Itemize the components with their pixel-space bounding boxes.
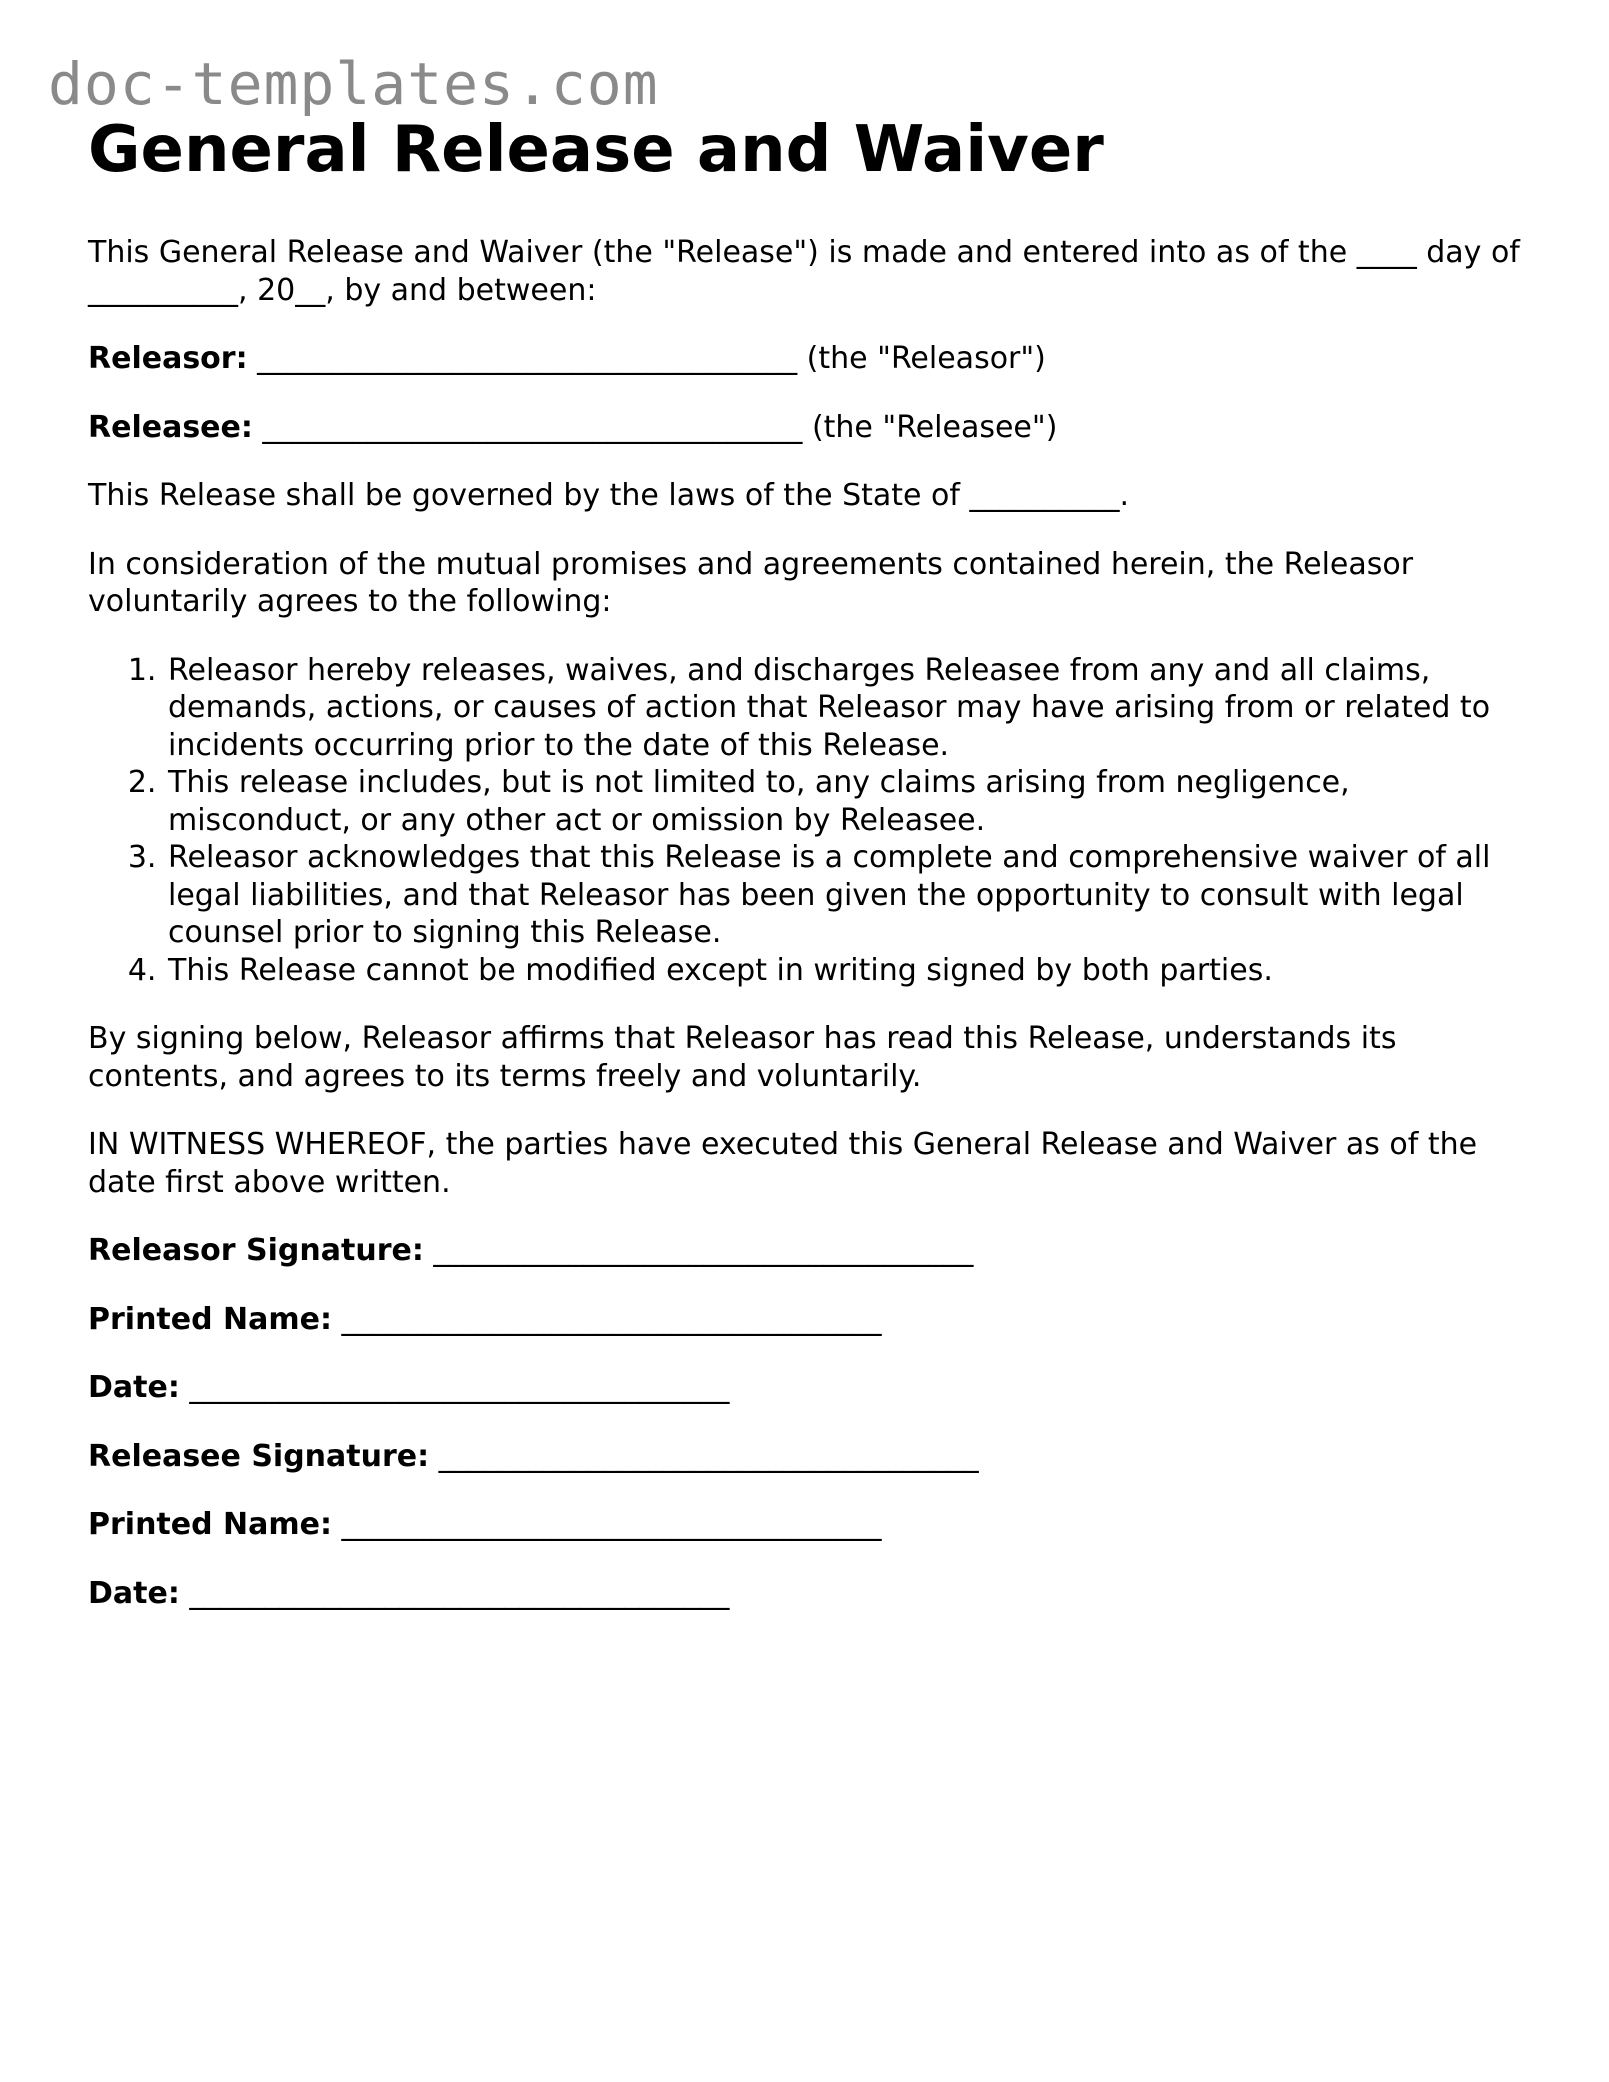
releasee-printed-name-blank: ____________________________________ [331,1507,882,1542]
releasor-signature-label: Releasor Signature: [88,1233,424,1268]
releasor-date-label: Date: [88,1370,180,1405]
watermark: doc-templates.com [48,50,659,118]
releasee-signature-label: Releasee Signature: [88,1438,430,1474]
releasor-line [88,340,1538,378]
releasor-date-line [88,1369,1538,1407]
term-item: 1. Releasor hereby releases, waives, and discharges Releasee from any and all claims, demands, actions, or causes of action that Releasor may have arising from or related to incidents occurring prior to the date of this Release. [166,652,1538,765]
releasee-signature-line [88,1438,1538,1476]
releasee-date-label: Date: [88,1575,180,1611]
intro-paragraph: This General Release and Waiver (the "Release") is made and entered into as of the ____ day of __________, 20__, by and between: [88,235,1520,308]
releasor-printed-name-blank: ____________________________________ [331,1301,882,1337]
document [88,110,1538,1612]
releasee-date-blank: ____________________________________ [179,1575,730,1611]
affirmation-paragraph: By signing below, Releasor affirms that Releasor has read this Release, understands its contents, and agrees to its terms freely and voluntarily. [88,1021,1397,1094]
releasor-signature-blank: ____________________________________ [423,1233,974,1268]
releasor-printed-name-label: Printed Name: [88,1301,332,1337]
releasor-date-blank: ____________________________________ [179,1370,730,1405]
releasee-date-line [88,1575,1538,1613]
consideration-paragraph: In consideration of the mutual promises and agreements contained herein, the Releasor voluntarily agrees to the following: [88,546,1414,619]
releasee-line [88,409,1538,447]
term-item: 4. This Release cannot be modified except in writing signed by both parties. [166,952,1538,990]
releasor-printed-name-line [88,1301,1538,1339]
releasor-label: Releasor: [88,341,248,376]
releasee-printed-name-label: Printed Name: [88,1507,332,1542]
terms-list [88,652,1538,990]
releasee-label: Releasee: [88,409,253,445]
releasor-signature-line [88,1232,1538,1270]
term-item: 3. Releasor acknowledges that this Release is a complete and comprehensive waiver of all legal liabilities, and that Releasor has been given the opportunity to consult with legal counsel prior to signing this Release. [166,839,1538,952]
releasor-blank: ____________________________________ (the "Releasor") [247,341,1046,376]
releasee-signature-blank: ____________________________________ [429,1438,979,1474]
governing-law-paragraph: This Release shall be governed by the laws of the State of __________. [88,478,1130,513]
document-title: General Release and Waiver [88,113,1104,187]
witness-paragraph: IN WITNESS WHEREOF, the parties have executed this General Release and Waiver as of the date first above written. [88,1127,1478,1200]
term-item: 2. This release includes, but is not limited to, any claims arising from negligence, misconduct, or any other act or omission by Releasee. [166,764,1538,839]
releasee-printed-name-line [88,1506,1538,1544]
releasee-blank: ____________________________________ (the "Releasee") [252,409,1058,445]
